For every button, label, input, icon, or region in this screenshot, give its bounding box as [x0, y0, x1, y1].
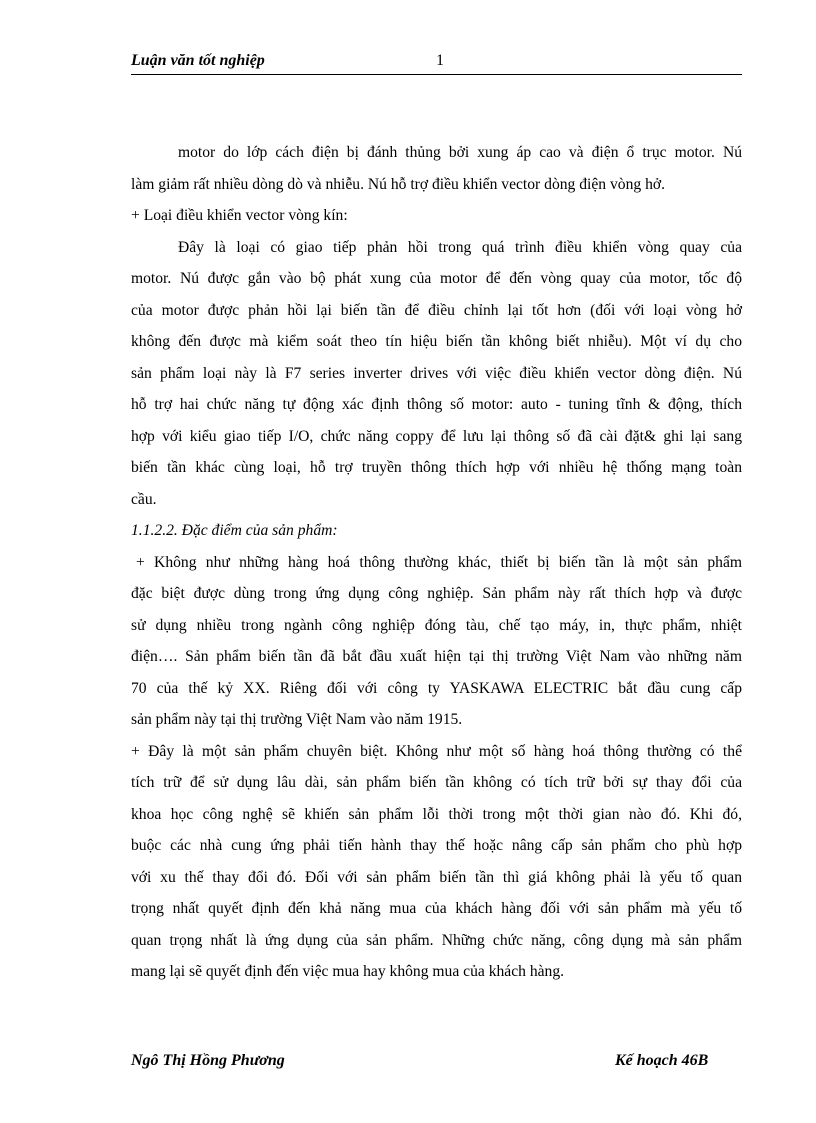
body-line: + Loại điều khiển vector vòng kín:	[131, 207, 348, 224]
body-line: 70 của thế kỷ XX. Riêng đối với công ty YASKAWA ELECTRIC bắt đầu cung cấp	[131, 679, 742, 697]
body-line: hỗ trợ hai chức năng tự động xác định thông số motor: auto - tuning tĩnh & động, thích	[131, 396, 742, 413]
body-line: motor. Nú được gắn vào bộ phát xung của motor để đến vòng quay của motor, tốc độ	[131, 270, 742, 287]
body-line: + Đây là một sản phẩm chuyên biệt. Không như một số hàng hoá thông thường có thể	[131, 742, 742, 760]
footer-class: Kế hoạch 46B	[615, 1052, 709, 1069]
body-line: không đến được mà kiểm soát theo tín hiệu biến tần không biết nhiễu). Một ví dụ cho	[131, 333, 742, 350]
body-line: biến tần khác cùng loại, hỗ trợ truyền thông thích hợp với nhiều hệ thống mạng toàn	[131, 459, 742, 476]
body-line: Đây là loại có giao tiếp phản hồi trong quá trình điều khiển vòng quay của	[178, 238, 742, 256]
body-line: sản phẩm loại này là F7 series inverter drives với việc điều khiển vector dòng điện. Nú	[131, 364, 742, 382]
page-header	[131, 50, 742, 75]
document-body	[131, 137, 742, 988]
footer-author: Ngô Thị Hồng Phương	[131, 1052, 285, 1069]
body-line: tích trữ để sử dụng lâu dài, sản phẩm biến tần không có tích trữ bởi sự thay đổi của	[131, 774, 742, 791]
body-line: sản phẩm này tại thị trường Việt Nam vào năm 1915.	[131, 711, 463, 728]
body-line: quan trọng nhất là ứng dụng của sản phẩm. Những chức năng, công dụng mà sản phẩm	[131, 931, 742, 949]
body-line: buộc các nhà cung ứng phải tiến hành thay thế hoặc nâng cấp sản phẩm cho phù hợp	[131, 837, 742, 854]
section-heading: 1.1.2.2. Đặc điểm của sản phẩm:	[131, 522, 338, 539]
body-line: trọng nhất quyết định đến khả năng mua của khách hàng đối với sản phẩm mà yếu tố	[131, 900, 742, 917]
body-line: điện…. Sản phẩm biến tần đã bắt đầu xuất hiện tại thị trường Việt Nam vào những năm	[131, 648, 742, 665]
body-line: đặc biệt được dùng trong ứng dụng công nghiệp. Sản phẩm này rất thích hợp và được	[131, 585, 742, 602]
body-line: motor do lớp cách điện bị đánh thủng bởi xung áp cao và điện ổ trục motor. Nú	[178, 144, 742, 161]
body-line: + Không như những hàng hoá thông thường khác, thiết bị biến tần là một sản phẩm	[136, 553, 742, 571]
body-line: sử dụng nhiều trong ngành công nghiệp đóng tàu, chế tạo máy, in, thực phẩm, nhiệt	[131, 616, 742, 634]
body-line: mang lại sẽ quyết định đến việc mua hay không mua của khách hàng.	[131, 963, 565, 980]
body-line: cầu.	[131, 490, 157, 508]
body-line: với xu thế thay đổi đó. Đối với sản phẩm biến tần thì giá không phải là yếu tố quan	[131, 868, 742, 886]
body-line: hợp với kiểu giao tiếp I/O, chức năng coppy để lưu lại thông số đã cài đặt& ghi lại sang	[131, 427, 742, 445]
header-title: Luận văn tốt nghiệp	[131, 52, 265, 69]
body-line: khoa học công nghệ sẽ khiến sản phẩm lỗi thời trong một thời gian nào đó. Khi đó,	[131, 805, 742, 823]
body-line: làm giảm rất nhiều dòng dò và nhiễu. Nú hỗ trợ điều khiển vector dòng điện vòng hở.	[131, 175, 666, 193]
page-number: 1	[436, 52, 444, 69]
body-line: của motor được phản hồi lại biến tần để điều chỉnh lại tốt hơn (đối với loại vòng hở	[131, 301, 742, 319]
